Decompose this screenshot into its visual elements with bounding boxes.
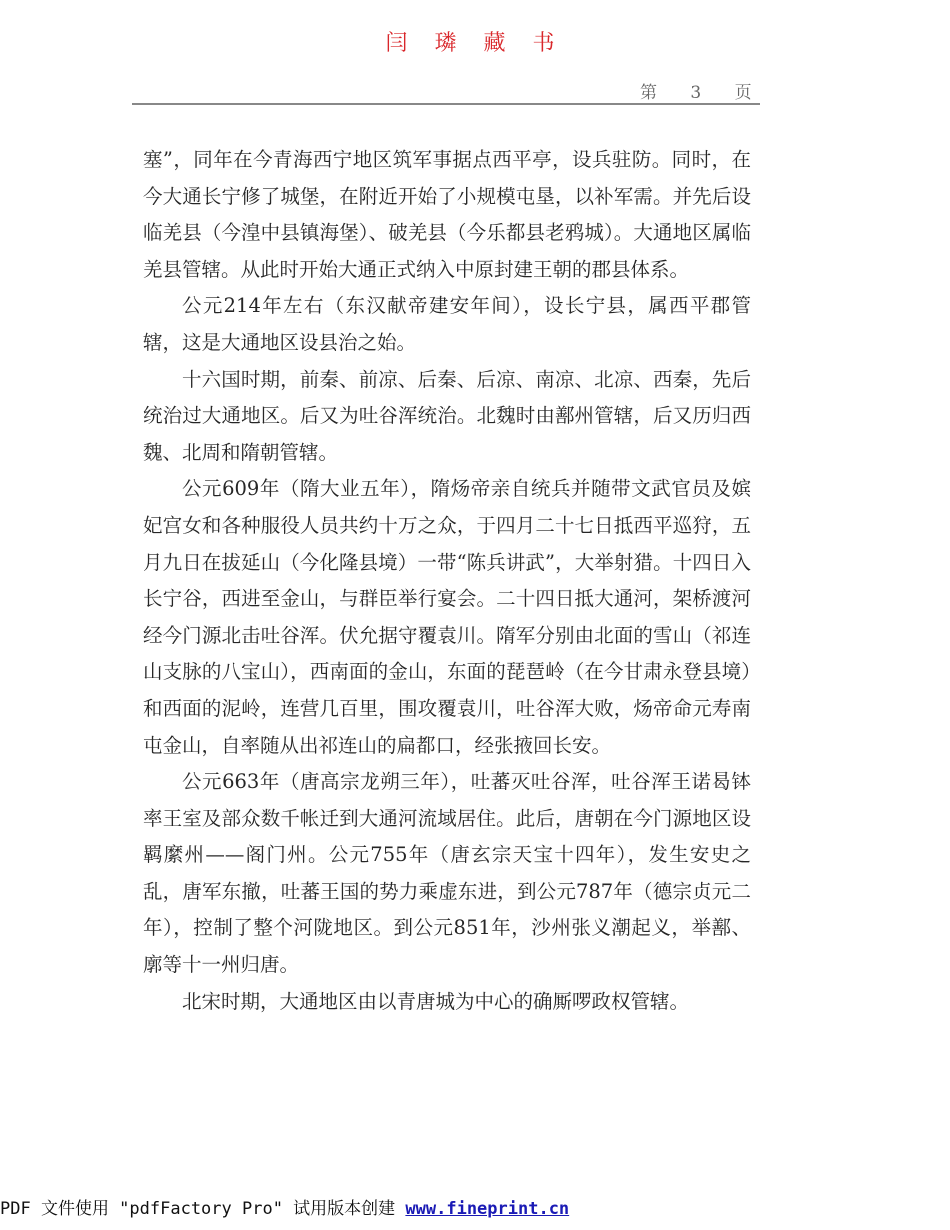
paragraph: 塞”，同年在今青海西宁地区筑军事据点西平亭，设兵驻防。同时，在今大通长宁修了城堡，在附近开始了小规模屯垦，以补军需。并先后设临羌县（今湟中县镇海堡）、破羌县（今乐都县老鸦城）。大通地区属临羌县管辖。从此时开始大通正式纳入中原封建王朝的郡县体系。 — [143, 148, 751, 281]
watermark-title: 闫 璘 藏 书 — [385, 31, 565, 56]
paragraph: 公元663年（唐高宗龙朔三年），吐蕃灭吐谷浑，吐谷浑王诺曷钵率王室及部众数千帐迁到大通河流域居住。此后，唐朝在今门源地区设羁縻州——阁门州。公元755年（唐玄宗天宝十四年），发生安史之乱，唐军东撤，吐蕃王国的势力乘虚东进，到公元787年（德宗贞元二年），控制了整个河陇地区。到公元851年，沙州张义潮起义，举鄯、廓等十一州归唐。 — [143, 770, 751, 977]
paragraph: 北宋时期，大通地区由以青唐城为中心的确厮啰政权管辖。 — [182, 989, 690, 1013]
fineprint-link[interactable]: www.fineprint.cn — [405, 1199, 570, 1219]
paragraph: 十六国时期，前秦、前凉、后秦、后凉、南凉、北凉、西秦，先后统治过大通地区。后又为吐谷浑统治。北魏时由鄯州管辖，后又历归西魏、北周和隋朝管辖。 — [143, 367, 751, 464]
pdf-footer — [0, 1194, 569, 1219]
paragraph: 公元609年（隋大业五年），隋炀帝亲自统兵并随带文武官员及嫔妃宫女和各种服役人员共约十万之众，于四月二十七日抵西平巡狩，五月九日在拔延山（今化隆县境）一带“陈兵讲武”，大举射猎。十四日入长宁谷，西进至金山，与群臣举行宴会。二十四日抵大通河，架桥渡河经今门源北击吐谷浑。伏允据守覆袁川。隋军分别由北面的雪山（祁连山支脉的八宝山），西南面的金山，东面的琵琶岭（在今甘肃永登县境）和西面的泥岭，连营几百里，围攻覆袁川，吐谷浑大败，炀帝命元寿南屯金山，自率随从出祁连山的扁都口，经张掖回长安。 — [143, 477, 751, 757]
paragraph: 公元214年左右（东汉献帝建安年间），设长宁县，属西平郡管辖，这是大通地区设县治之始。 — [143, 294, 751, 354]
page-number: 第 3 页 — [640, 83, 766, 103]
footer-text: PDF 文件使用 "pdfFactory Pro" 试用版本创建 — [0, 1199, 406, 1219]
document-body — [143, 142, 751, 1020]
header-divider — [132, 103, 760, 105]
